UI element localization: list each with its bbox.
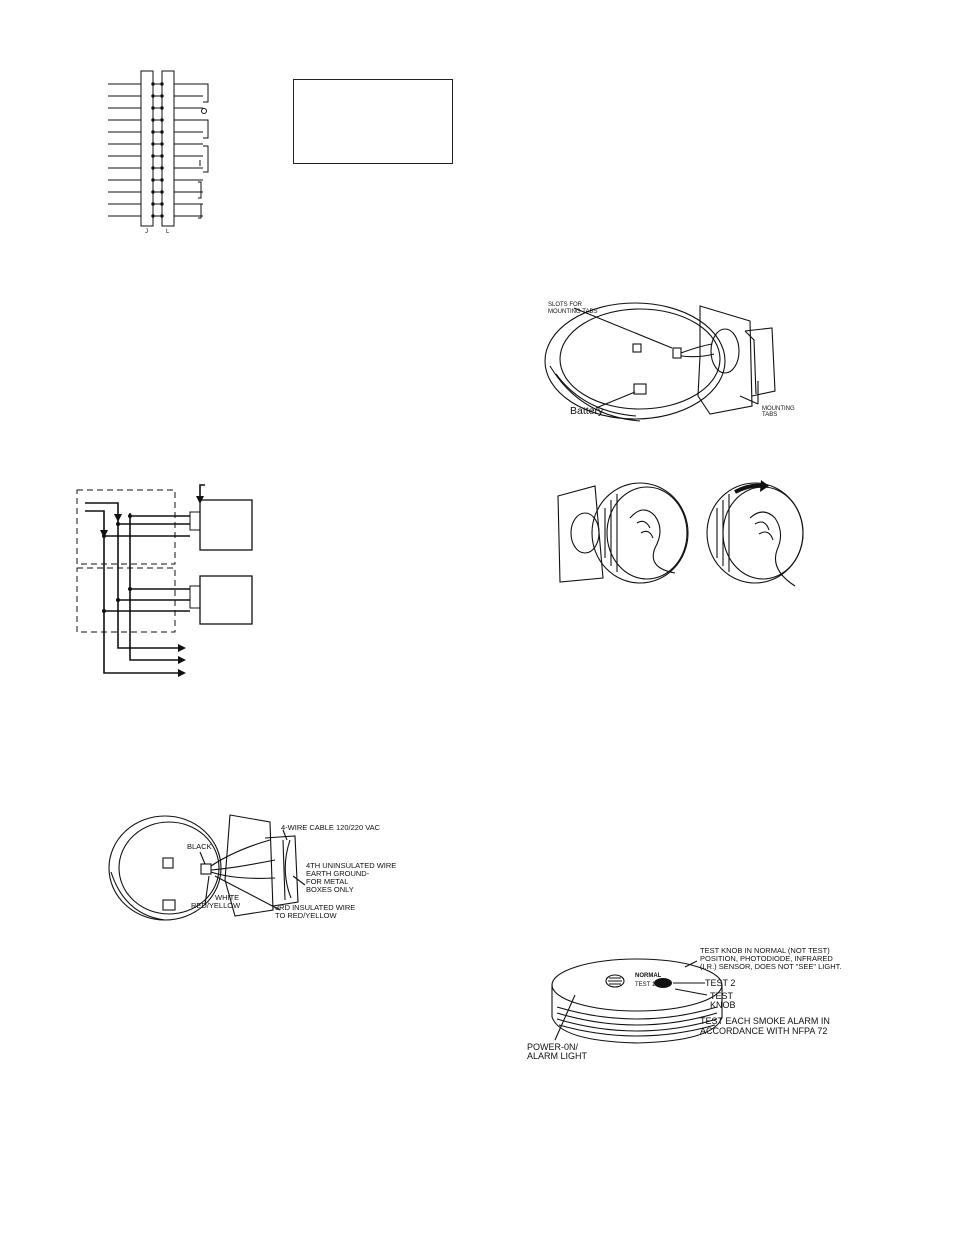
terminal-screw [152,131,154,133]
terminal-screw [152,215,154,217]
terminal-screw [152,143,154,145]
terminal-j-label: J [145,229,148,235]
knob-note-2: POSITION, PHOTODIODE, INFRARED [700,954,833,963]
test-knob-label-1: TEST [710,991,734,1001]
terminal-l-label: L [166,229,170,235]
terminal-screw [161,167,163,169]
terminal-screw [161,119,163,121]
terminal-screw [161,215,163,217]
terminal-screw [152,167,154,169]
ground-label-1: 4TH UNINSULATED WIRE [306,861,397,870]
twist-install-figure [555,478,805,593]
mounting-tabs-label-1: MOUNTING [762,406,795,412]
terminal-screw [161,95,163,97]
test2-label: TEST 2 [705,978,736,988]
terminal-screw [152,155,154,157]
terminal-screw [152,179,154,181]
battery-label: Battery [570,405,604,417]
slots-label-2: MOUNTING TABS [548,309,598,315]
terminal-screw [152,191,154,193]
ground-label-2: EARTH GROUND- [306,869,370,878]
redyellow-wire-label: RED/YELLOW [191,901,241,910]
knob-note-1: TEST KNOB IN NORMAL (NOT TEST) [700,946,830,955]
mounting-tabs-label-2: TABS [762,412,778,418]
terminal-screw [152,83,154,85]
nfpa-note-1: TEST EACH SMOKE ALARM IN [700,1016,830,1026]
black-wire-label: BLACK [187,842,212,851]
terminal-screw [152,119,154,121]
blank-box [293,79,453,164]
terminal-screw [161,83,163,85]
cable-label: 4-WIRE CABLE 120/220 VAC [281,823,381,832]
ground-label-4: BOXES ONLY [306,885,354,894]
interconnect-wiring-schematic [70,478,270,678]
terminal-screw [161,191,163,193]
third-wire-label-1: 3RD INSULATED WIRE [275,903,356,912]
terminal-strip-diagram [100,68,225,243]
power-light-label-1: POWER-0N/ [527,1042,579,1052]
normal-label: NORMAL [635,973,662,979]
white-wire-label: WHITE [215,893,240,902]
knob-note-3: (I.R.) SENSOR, DOES NOT "SEE" LIGHT. [700,962,842,971]
test1-label: TEST 1 [635,982,656,988]
slots-label-1: SLOTS FOR [548,302,583,308]
terminal-screw [152,95,154,97]
third-wire-label-2: TO RED/YELLOW [275,911,337,920]
power-light-label-2: ALARM LIGHT [527,1051,588,1061]
ground-label-3: FOR METAL [306,877,349,886]
wiring-connection-figure [105,810,405,925]
terminal-screw [152,203,154,205]
terminal-screw [161,143,163,145]
test-knob-figure [525,945,842,1070]
test-knob-label-2: KNOB [710,1000,736,1010]
terminal-screw [161,155,163,157]
terminal-screw [161,203,163,205]
terminal-screw [152,107,154,109]
mounting-plate-figure [540,296,820,428]
terminal-screw [161,107,163,109]
terminal-screw [161,131,163,133]
nfpa-note-2: ACCORDANCE WITH NFPA 72 [700,1026,828,1036]
terminal-screw [161,179,163,181]
